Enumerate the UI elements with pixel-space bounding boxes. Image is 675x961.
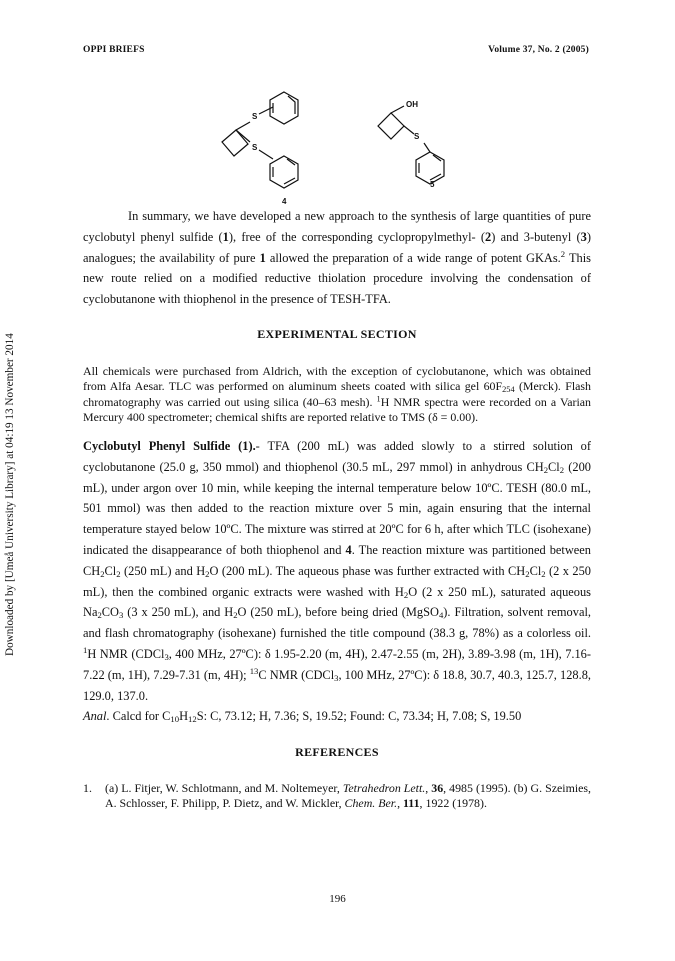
compound-5-cyclobutane xyxy=(378,113,404,139)
references-heading: REFERENCES xyxy=(295,745,379,759)
general-methods-paragraph: All chemicals were purchased from Aldrich, with the exception of cyclobutanone, which was obtained from Alfa Aesar. TLC was performed on aluminum sheets coated with silica gel $60F_{254}$ (Merck). Flash chromatography was carried out using silica (40–63 mesh). $^1$H NMR spectra were recorded on a Varian Mercury 400 spectrometer; chemical shifts are reported relative to TMS (δ = 0.00). xyxy=(83,364,591,425)
compound-4-phenyl-bottom xyxy=(270,156,298,188)
compound-4-atom-s1: S xyxy=(252,112,258,121)
page-number: 196 xyxy=(329,893,346,905)
reference-item xyxy=(83,781,591,812)
experimental-section-heading: EXPERIMENTAL SECTION xyxy=(257,327,417,341)
running-header-right: Volume 37, No. 2 (2005) xyxy=(488,45,589,55)
compound-5-atom-s: S xyxy=(414,132,420,141)
compound-5-label: 5 xyxy=(430,180,435,189)
reference-text: (a) L. Fitjer, W. Schlotmann, and M. Noltemeyer, Tetrahedron Lett., 36, 4985 (1995). (b) G. Szeimies, A. Schlosser, F. Philipp, P. Dietz, and W. Mickler, Chem. Ber., 111, 1922 (1978). xyxy=(105,781,591,811)
compound-4-atom-s2: S xyxy=(252,143,258,152)
download-watermark: Downloaded by [Umeå University Library] at 04:19 13 November 2014 xyxy=(4,333,16,656)
analysis-label: Anal xyxy=(83,709,107,724)
chemical-structures xyxy=(218,86,468,216)
procedure-paragraph: Cyclobutyl Phenyl Sulfide (1).- TFA (200 mL) was added slowly to a stirred solution of cyclobutanone (25.0 g, 350 mmol) and thiophenol (30.5 mL, 297 mmol) in anhydrous $CH_2Cl_2$ (200 mL), under argon over 10 min, while keeping the internal temperature below 10ºC. TESH (80.0 mL, 501 mmol) was then added to the reaction mixture over 5 min, again ensuring that the internal temperature stayed below 10ºC. The mixture was stirred at 20ºC for 6 h, after which TLC (isohexane) indicated the disappearance of both thiophenol and 4. The reaction mixture was partitioned between $CH_2Cl_2$ (250 mL) and $H_2O$ (200 mL). The aqueous phase was further extracted with $CH_2Cl_2$ (2 x 250 mL), then the combined organic extracts were washed with $H_2O$ (2 x 250 mL), saturated aqueous $Na_2CO_3$ (3 x 250 mL), and $H_2O$ (250 mL), before being dried (MgSO$_4$). Filtration, solvent removal, and flash chromatography (isohexane) furnished the title compound (38.3 g, 78%) as a colorless oil. $^1$H NMR (CDCl$_3$, 400 MHz, 27ºC): δ 1.95-2.20 (m, 4H), 2.47-2.55 (m, 2H), 3.89-3.98 (m, 1H), 7.16-7.22 (m, 1H), 7.29-7.31 (m, 4H); $^{13}$C NMR (CDCl$_3$, 100 MHz, 27ºC): δ 18.8, 30.7, 40.3, 125.7, 128.8, 129.0, 137.0. Anal. Calcd for $C_{10}H_{12}S$: C, 73.12; H, 7.36; S, 19.52; Found: C, 73.34; H, 7.08; S, 19.50 xyxy=(83,439,592,725)
summary-paragraph: In summary, we have developed a new approach to the synthesis of large quantities of pure cyclobutyl phenyl sulfide (1), free of the corresponding cyclopropylmethyl- (2) and 3-butenyl (3) analogues; the availability of pure 1 allowed the preparation of a wide range of potent GKAs.$^2$ This new route relied on a modified reductive thiolation procedure involving the condensation of cyclobutanone with thiophenol in the presence of TESH-TFA. xyxy=(83,209,591,307)
reference-number: 1. xyxy=(83,781,92,795)
procedure-title: Cyclobutyl Phenyl Sulfide (1). xyxy=(83,439,256,453)
compound-4-phenyl-top xyxy=(270,92,298,124)
running-header-left: OPPI BRIEFS xyxy=(83,45,145,55)
compound-4-cyclobutane xyxy=(222,130,248,156)
compound-5-atom-oh: OH xyxy=(406,100,418,109)
compound-4-label: 4 xyxy=(282,197,287,206)
